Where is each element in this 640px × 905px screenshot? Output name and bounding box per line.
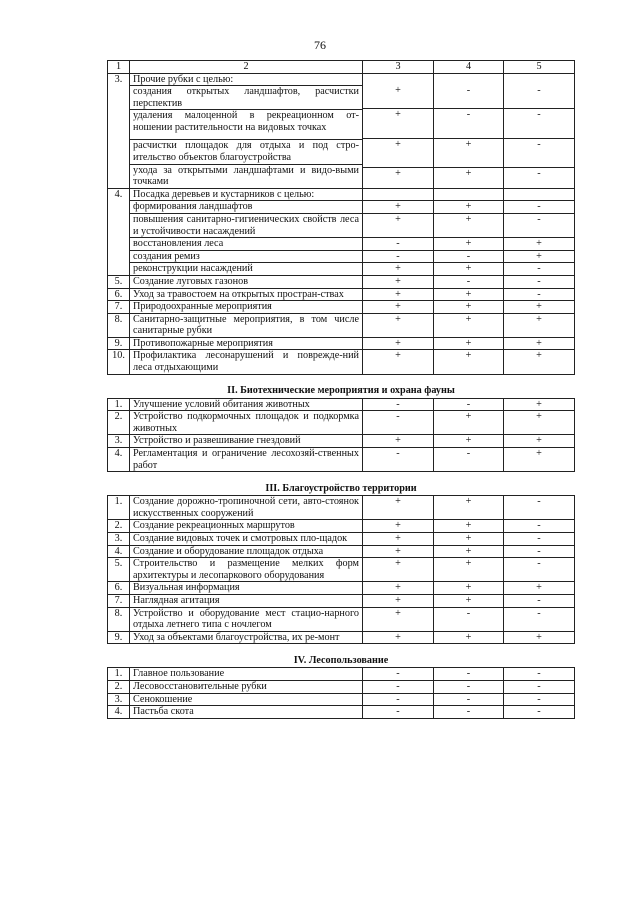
mark-cell: + bbox=[363, 313, 434, 337]
table-header-row bbox=[108, 61, 575, 74]
table-row bbox=[108, 238, 575, 251]
table-row bbox=[108, 301, 575, 314]
row-description: повышения санитарно-гигиенических свойств леса и устойчивости насаждений bbox=[130, 213, 363, 237]
mark-cell: + bbox=[434, 263, 504, 276]
row-description: Регламентация и ограничение лесохозяй-ственных работ bbox=[130, 448, 363, 472]
page-number: 76 bbox=[314, 38, 326, 52]
table-row bbox=[108, 448, 575, 472]
mark-cell: + bbox=[504, 448, 575, 472]
row-description: удаления малоценной в рекреационном от-ношении растительности на видовых точках bbox=[130, 110, 363, 140]
mark-cell: - bbox=[504, 533, 575, 546]
row-number: 3. bbox=[108, 73, 130, 188]
mark-cell: + bbox=[363, 275, 434, 288]
table-row bbox=[108, 201, 575, 214]
mark-cell: - bbox=[504, 496, 575, 520]
row-description: Лесовосстановительные рубки bbox=[130, 680, 363, 693]
row-number: 3. bbox=[108, 533, 130, 546]
row-number: 5. bbox=[108, 558, 130, 582]
mark-cell: + bbox=[504, 631, 575, 644]
row-description: Визуальная информация bbox=[130, 582, 363, 595]
mark-cell: - bbox=[434, 607, 504, 631]
row-number: 9. bbox=[108, 337, 130, 350]
mark-cell: + bbox=[434, 201, 504, 214]
mark-cell: - bbox=[504, 275, 575, 288]
table-row bbox=[108, 520, 575, 533]
row-description: Пастьба скота bbox=[130, 706, 363, 719]
mark-cell: + bbox=[504, 350, 575, 374]
mark-cell: + bbox=[434, 558, 504, 582]
mark-cell: + bbox=[434, 496, 504, 520]
section-heading-row bbox=[108, 644, 575, 668]
mark-cell: + bbox=[434, 350, 504, 374]
row-description: Создание рекреационных маршрутов bbox=[130, 520, 363, 533]
mark-cell: + bbox=[504, 238, 575, 251]
table-row bbox=[108, 706, 575, 719]
row-description: расчистки площадок для отдыха и под стро-ительство объектов благоустройства bbox=[130, 140, 363, 164]
mark-cell: + bbox=[363, 201, 434, 214]
row-number: 2. bbox=[108, 680, 130, 693]
row-description: Создание и оборудование площадок отдыха bbox=[130, 545, 363, 558]
row-description: Наглядная агитация bbox=[130, 594, 363, 607]
mark-cell: + bbox=[363, 545, 434, 558]
row-number: 10. bbox=[108, 350, 130, 374]
row-description: Главное пользование bbox=[130, 668, 363, 681]
mark-cell: - bbox=[363, 411, 434, 435]
row-description: Санитарно-защитные мероприятия, в том числе санитарные рубки bbox=[130, 313, 363, 337]
row-number: 3. bbox=[108, 693, 130, 706]
mark-cell: - bbox=[504, 167, 574, 180]
mark-cell: - bbox=[363, 238, 434, 251]
table-row bbox=[108, 496, 575, 520]
row-description: Сенокошение bbox=[130, 693, 363, 706]
row-description: Создание видовых точек и смотровых пло-щадок bbox=[130, 533, 363, 546]
row-description: Природоохранные мероприятия bbox=[130, 301, 363, 314]
mark-cell: + bbox=[434, 435, 504, 448]
header-cell: 3 bbox=[363, 61, 434, 74]
mark-cell: + bbox=[504, 435, 575, 448]
mark-cell: - bbox=[504, 680, 575, 693]
mark-cell: + bbox=[363, 108, 433, 138]
row-description: ухода за открытыми ландшафтами и видо-выми точками bbox=[130, 164, 363, 188]
mark-cell: - bbox=[466, 85, 471, 97]
mark-cell: + bbox=[363, 350, 434, 374]
row-number: 4. bbox=[108, 188, 130, 275]
row-number: 1. bbox=[108, 496, 130, 520]
mark-cell bbox=[504, 188, 575, 201]
mark-cell: - bbox=[504, 693, 575, 706]
row-number: 1. bbox=[108, 398, 130, 411]
mark-cell: + bbox=[363, 520, 434, 533]
mark-cell: + bbox=[395, 85, 401, 97]
mark-cell: + bbox=[363, 337, 434, 350]
mark-cell: + bbox=[434, 301, 504, 314]
table-row bbox=[108, 545, 575, 558]
mark-cell: + bbox=[434, 238, 504, 251]
mark-cell: + bbox=[504, 301, 575, 314]
header-cell: 4 bbox=[434, 61, 504, 74]
mark-cell: + bbox=[504, 411, 575, 435]
mark-cell: + bbox=[434, 411, 504, 435]
table-row bbox=[108, 631, 575, 644]
mark-cell: - bbox=[434, 706, 504, 719]
mark-cell: + bbox=[363, 558, 434, 582]
mark-cell: - bbox=[434, 668, 504, 681]
section-heading-row bbox=[108, 472, 575, 496]
mark-cell: + bbox=[434, 631, 504, 644]
mark-cell: - bbox=[504, 108, 574, 138]
table-row bbox=[108, 558, 575, 582]
mark-cell: - bbox=[434, 448, 504, 472]
section-title: III. Благоустройство территории bbox=[108, 472, 575, 496]
row-number: 2. bbox=[108, 411, 130, 435]
row-description: формирования ландшафтов bbox=[130, 201, 363, 214]
mark-column-5 bbox=[504, 73, 575, 188]
row-description: восстановления леса bbox=[130, 238, 363, 251]
row-number: 4. bbox=[108, 545, 130, 558]
table-row bbox=[108, 250, 575, 263]
mark-cell: - bbox=[504, 288, 575, 301]
mark-cell: - bbox=[504, 558, 575, 582]
row-number: 7. bbox=[108, 301, 130, 314]
mark-cell: - bbox=[504, 607, 575, 631]
row-description: Улучшение условий обитания животных bbox=[130, 398, 363, 411]
mark-cell: - bbox=[434, 693, 504, 706]
mark-cell: - bbox=[363, 680, 434, 693]
table-row bbox=[108, 337, 575, 350]
table-row bbox=[108, 693, 575, 706]
row-description: создания ремиз bbox=[130, 250, 363, 263]
row-description: Устройство подкормочных площадок и подкормка животных bbox=[130, 411, 363, 435]
mark-cell: - bbox=[434, 398, 504, 411]
mark-cell: - bbox=[504, 201, 575, 214]
mark-cell: + bbox=[363, 631, 434, 644]
mark-cell: + bbox=[434, 213, 504, 237]
mark-cell: - bbox=[363, 398, 434, 411]
row-description: реконструкции насаждений bbox=[130, 263, 363, 276]
row-number: 6. bbox=[108, 288, 130, 301]
table-row bbox=[108, 594, 575, 607]
mark-cell: + bbox=[434, 520, 504, 533]
table-row bbox=[108, 607, 575, 631]
mark-cell: + bbox=[434, 594, 504, 607]
mark-cell: + bbox=[363, 594, 434, 607]
row-description: Посадка деревьев и кустарников с целью: bbox=[130, 188, 363, 201]
mark-cell: - bbox=[363, 448, 434, 472]
mark-cell: + bbox=[363, 496, 434, 520]
row-description: Профилактика лесонарушений и поврежде-ний леса отдыхающими bbox=[130, 350, 363, 374]
table-row bbox=[108, 288, 575, 301]
row-number: 1. bbox=[108, 668, 130, 681]
mark-cell: + bbox=[504, 250, 575, 263]
mark-cell: + bbox=[363, 288, 434, 301]
row-number: 4. bbox=[108, 706, 130, 719]
mark-cell: + bbox=[363, 582, 434, 595]
mark-cell: + bbox=[434, 533, 504, 546]
mark-cell: - bbox=[504, 520, 575, 533]
mark-cell bbox=[363, 188, 434, 201]
mark-cell: + bbox=[363, 301, 434, 314]
table-row bbox=[108, 435, 575, 448]
mark-cell: + bbox=[363, 435, 434, 448]
mark-cell: - bbox=[504, 213, 575, 237]
table-row bbox=[108, 533, 575, 546]
mark-column-4 bbox=[434, 73, 504, 188]
row-description: Устройство и развешивание гнездовий bbox=[130, 435, 363, 448]
mark-cell: - bbox=[504, 545, 575, 558]
measures-table bbox=[107, 60, 575, 719]
mark-cell: - bbox=[537, 85, 541, 97]
row-number: 6. bbox=[108, 582, 130, 595]
mark-cell: + bbox=[363, 167, 433, 180]
table-row bbox=[108, 582, 575, 595]
table-row bbox=[108, 275, 575, 288]
mark-cell: + bbox=[434, 545, 504, 558]
row-number: 7. bbox=[108, 594, 130, 607]
header-cell: 2 bbox=[130, 61, 363, 74]
mark-cell: - bbox=[434, 108, 503, 138]
row-number: 3. bbox=[108, 435, 130, 448]
mark-cell: + bbox=[363, 138, 433, 167]
mark-cell: - bbox=[363, 668, 434, 681]
table-row bbox=[108, 213, 575, 237]
row-description: Строительство и размещение мелких форм архитектуры и лесопаркового оборудования bbox=[130, 558, 363, 582]
row-description: Противопожарные мероприятия bbox=[130, 337, 363, 350]
table-row bbox=[108, 411, 575, 435]
row-description: Создание дорожно-тропиночной сети, авто-стоянок искусственных сооружений bbox=[130, 496, 363, 520]
section-heading-row bbox=[108, 374, 575, 398]
table-row bbox=[108, 398, 575, 411]
mark-cell: + bbox=[504, 337, 575, 350]
mark-cell: + bbox=[434, 313, 504, 337]
mark-cell: - bbox=[363, 693, 434, 706]
row-description: создания открытых ландшафтов, расчистки перспектив bbox=[130, 86, 363, 110]
mark-cell: + bbox=[434, 337, 504, 350]
row-number: 2. bbox=[108, 520, 130, 533]
row-description: Уход за травостоем на открытых простран-ствах bbox=[130, 288, 363, 301]
mark-cell: + bbox=[434, 288, 504, 301]
row-description: Прочие рубки с целью: bbox=[130, 73, 363, 86]
mark-cell: - bbox=[434, 250, 504, 263]
mark-cell: - bbox=[434, 275, 504, 288]
row-description: Создание луговых газонов bbox=[130, 275, 363, 288]
row-number: 8. bbox=[108, 607, 130, 631]
mark-cell: + bbox=[363, 263, 434, 276]
mark-cell: + bbox=[363, 213, 434, 237]
mark-cell: - bbox=[504, 706, 575, 719]
row-description: Уход за объектами благоустройства, их ре-монт bbox=[130, 631, 363, 644]
mark-cell: - bbox=[363, 250, 434, 263]
mark-cell: - bbox=[504, 263, 575, 276]
row-number: 8. bbox=[108, 313, 130, 337]
mark-cell: + bbox=[434, 138, 503, 167]
header-cell: 5 bbox=[504, 61, 575, 74]
mark-cell bbox=[434, 188, 504, 201]
header-cell: 1 bbox=[108, 61, 130, 74]
table-row bbox=[108, 680, 575, 693]
mark-cell: + bbox=[504, 313, 575, 337]
mark-cell: + bbox=[363, 607, 434, 631]
section-title: IV. Лесопользование bbox=[108, 644, 575, 668]
table-row bbox=[108, 350, 575, 374]
row-number: 9. bbox=[108, 631, 130, 644]
mark-cell: + bbox=[434, 167, 503, 180]
table-row bbox=[108, 313, 575, 337]
mark-cell: + bbox=[434, 582, 504, 595]
table-row bbox=[108, 668, 575, 681]
table-row bbox=[108, 263, 575, 276]
section-title: II. Биотехнические мероприятия и охрана фауны bbox=[108, 374, 575, 398]
table-row bbox=[108, 188, 575, 201]
row-description: Устройство и оборудование мест стацио-нарного отдыха летнего типа с ночлегом bbox=[130, 607, 363, 631]
row-number: 4. bbox=[108, 448, 130, 472]
table-row bbox=[108, 73, 575, 86]
mark-cell: - bbox=[504, 668, 575, 681]
mark-cell: - bbox=[434, 680, 504, 693]
mark-cell: + bbox=[363, 533, 434, 546]
mark-cell: + bbox=[504, 582, 575, 595]
mark-cell: - bbox=[363, 706, 434, 719]
mark-cell: - bbox=[504, 594, 575, 607]
row-number: 5. bbox=[108, 275, 130, 288]
mark-cell: + bbox=[504, 398, 575, 411]
mark-column-3 bbox=[363, 73, 434, 188]
mark-cell: - bbox=[504, 138, 574, 167]
